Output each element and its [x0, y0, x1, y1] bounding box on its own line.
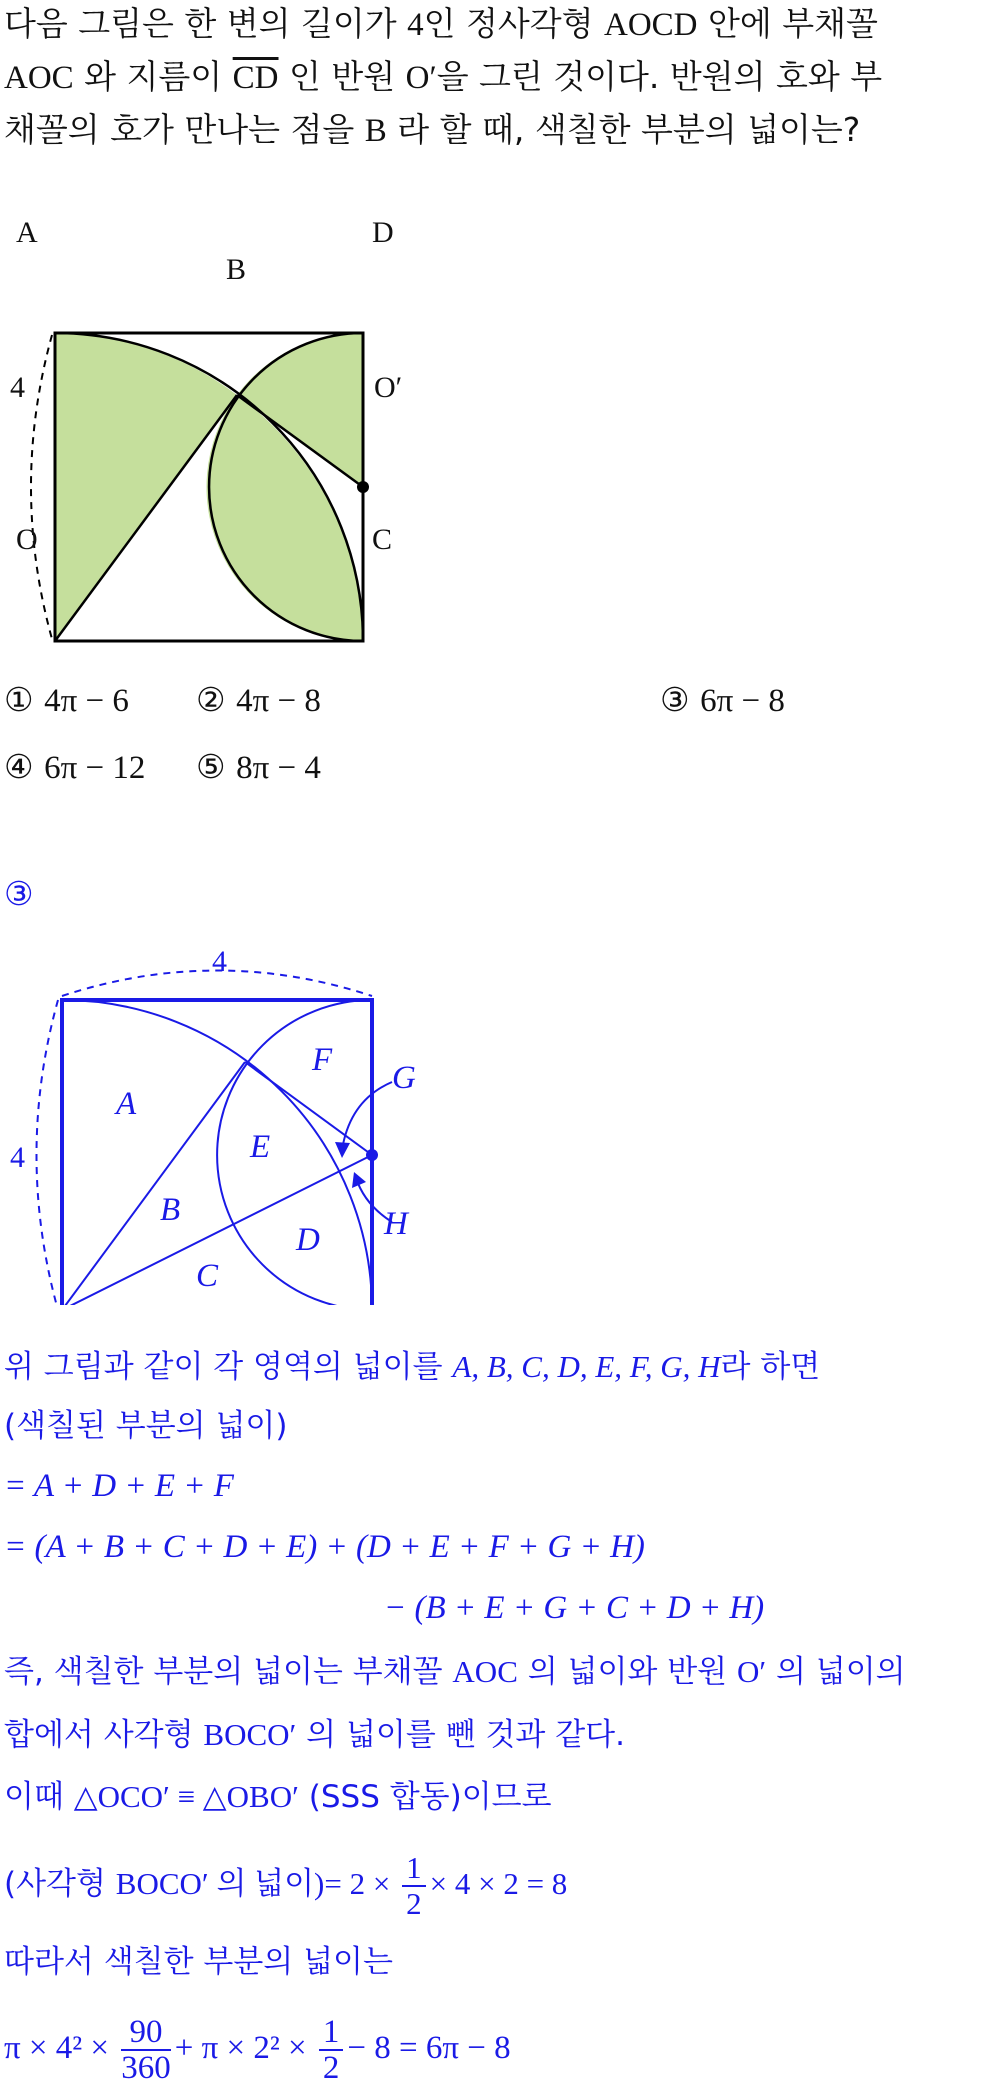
solution-text: 합에서 사각형	[4, 1717, 204, 1753]
choice-number: ①	[4, 680, 34, 719]
solution-line-9	[4, 1848, 567, 1921]
solution-math: 의 넓이)= 2 ×	[208, 1866, 399, 1901]
solution-line-11	[4, 2012, 511, 2085]
question-text: 채꼴의 호가 만나는 점을	[4, 110, 365, 149]
solution-line-7	[4, 1713, 625, 1757]
solution-text: (사각형	[4, 1866, 116, 1902]
label-o-prime: O′	[374, 371, 403, 404]
figure-1	[0, 200, 993, 760]
denominator: 2	[322, 2050, 340, 2087]
fraction-one-half	[402, 1851, 426, 1921]
point-o-prime	[357, 481, 369, 493]
choice-text: 6π − 8	[700, 683, 785, 719]
region-label-d: D	[296, 1222, 320, 1258]
semicircle-center: O′	[405, 60, 437, 96]
side-length-value: 4	[407, 7, 424, 43]
question-text: 라 할 때, 색칠한 부분의 넓이는?	[386, 110, 861, 149]
label-top-4: 4	[212, 945, 227, 978]
solution-line-6	[4, 1650, 906, 1694]
denominator: 360	[121, 2050, 171, 2087]
numerator: 1	[402, 1851, 426, 1887]
solution-line-1	[4, 1345, 820, 1389]
region-label-f: F	[312, 1042, 333, 1078]
semicircle-arc	[217, 1000, 372, 1305]
solution-math: + π × 2² ×	[174, 2030, 315, 2066]
question-text: 을 그린 것이다. 반원의 호와 부	[436, 57, 883, 96]
numerator: 1	[319, 2015, 344, 2051]
question-text: 인 정사각형	[423, 4, 604, 43]
choice-2[interactable]	[196, 678, 321, 723]
label-left-4: 4	[10, 1141, 25, 1174]
congruence-statement: △OCO′ ≡ △OBO′	[73, 1779, 299, 1814]
solution-math: π × 4² ×	[4, 2030, 118, 2066]
quadrilateral-name: BOCO′	[203, 1717, 297, 1752]
label-d: D	[372, 216, 394, 249]
diameter-name: $\overline{CD}$	[232, 60, 279, 96]
label-b: B	[226, 253, 247, 286]
figure-2	[0, 945, 993, 1305]
choice-number: ⑤	[196, 747, 226, 786]
region-label-h: H	[384, 1206, 408, 1242]
solution-line-2: (색칠된 부분의 넓이)	[4, 1408, 288, 1444]
solution-text: 의 넓이와 반원	[517, 1654, 737, 1690]
question-line-3	[4, 108, 860, 153]
solution-text: 라 하면	[720, 1349, 821, 1385]
question-text: 와 지름이	[73, 57, 233, 96]
label-side-4: 4	[10, 371, 25, 404]
sector-name: AOC	[4, 60, 74, 96]
fraction-90-360	[121, 2015, 171, 2085]
choice-text: 4π − 6	[44, 683, 129, 719]
side-length-dashed-arc	[31, 335, 52, 639]
solution-line-10: 따라서 색칠한 부분의 넓이는	[4, 1944, 393, 1980]
answer-marker: ③	[4, 874, 34, 913]
solution-text: 위 그림과 같이 각 영역의 넓이를	[4, 1349, 453, 1385]
region-label-e: E	[250, 1129, 271, 1165]
sector-name: AOC	[452, 1654, 518, 1689]
semicircle-center: O′	[736, 1654, 767, 1689]
region-label-a: A	[116, 1086, 137, 1122]
region-label-b: B	[160, 1192, 181, 1228]
solution-text: (SSS 합동)이므로	[298, 1779, 552, 1815]
solution-line-3: = A + D + E + F	[4, 1468, 234, 1504]
region-label-g: G	[392, 1060, 416, 1096]
choice-4[interactable]	[4, 745, 145, 790]
choice-text: 8π − 4	[236, 750, 321, 786]
choice-text: 6π − 12	[44, 750, 146, 786]
solution-text: 의 넓이의	[766, 1654, 906, 1690]
solution-line-8	[4, 1775, 552, 1819]
label-a: A	[16, 216, 38, 249]
point-name: B	[364, 113, 387, 149]
region-label-c: C	[196, 1258, 219, 1294]
choice-text: 4π − 8	[236, 683, 321, 719]
fraction-one-half	[319, 2015, 344, 2085]
choice-number: ③	[660, 680, 690, 719]
left-dashed-arc	[37, 1000, 59, 1305]
arrowhead-g	[335, 1142, 350, 1158]
choice-5[interactable]	[196, 745, 321, 790]
square-name: AOCD	[603, 7, 698, 43]
question-text: 안에 부채꼴	[697, 4, 878, 43]
solution-line-4: = (A + B + C + D + E) + (D + E + F + G + H)	[4, 1529, 645, 1565]
question-line-2	[4, 55, 882, 100]
label-c: C	[372, 523, 393, 556]
solution-text: 이때	[4, 1779, 74, 1815]
solution-math: − 8 = 6π − 8	[347, 2030, 511, 2066]
solution-math: × 4 × 2 = 8	[429, 1866, 568, 1901]
region-variables: A, B, C, D, E, F, G, H	[452, 1349, 721, 1384]
choice-1[interactable]	[4, 678, 129, 723]
choice-number: ②	[196, 680, 226, 719]
choice-number: ④	[4, 747, 34, 786]
question-line-1	[4, 2, 878, 47]
numerator: 90	[121, 2015, 171, 2051]
question-text: 인 반원	[278, 57, 406, 96]
point-o-prime	[366, 1149, 378, 1161]
solution-text: 즉, 색칠한 부분의 넓이는 부채꼴	[4, 1654, 453, 1690]
choice-3[interactable]	[660, 678, 785, 723]
label-o: O	[16, 523, 38, 556]
pointer-g	[342, 1082, 392, 1150]
quadrilateral-name: BOCO′	[115, 1866, 209, 1901]
denominator: 2	[406, 1885, 422, 1921]
question-text: 다음 그림은 한 변의 길이가	[4, 4, 408, 43]
solution-text: 의 넓이를 뺀 것과 같다.	[296, 1717, 625, 1753]
solution-line-5: − (B + E + G + C + D + H)	[384, 1590, 765, 1626]
